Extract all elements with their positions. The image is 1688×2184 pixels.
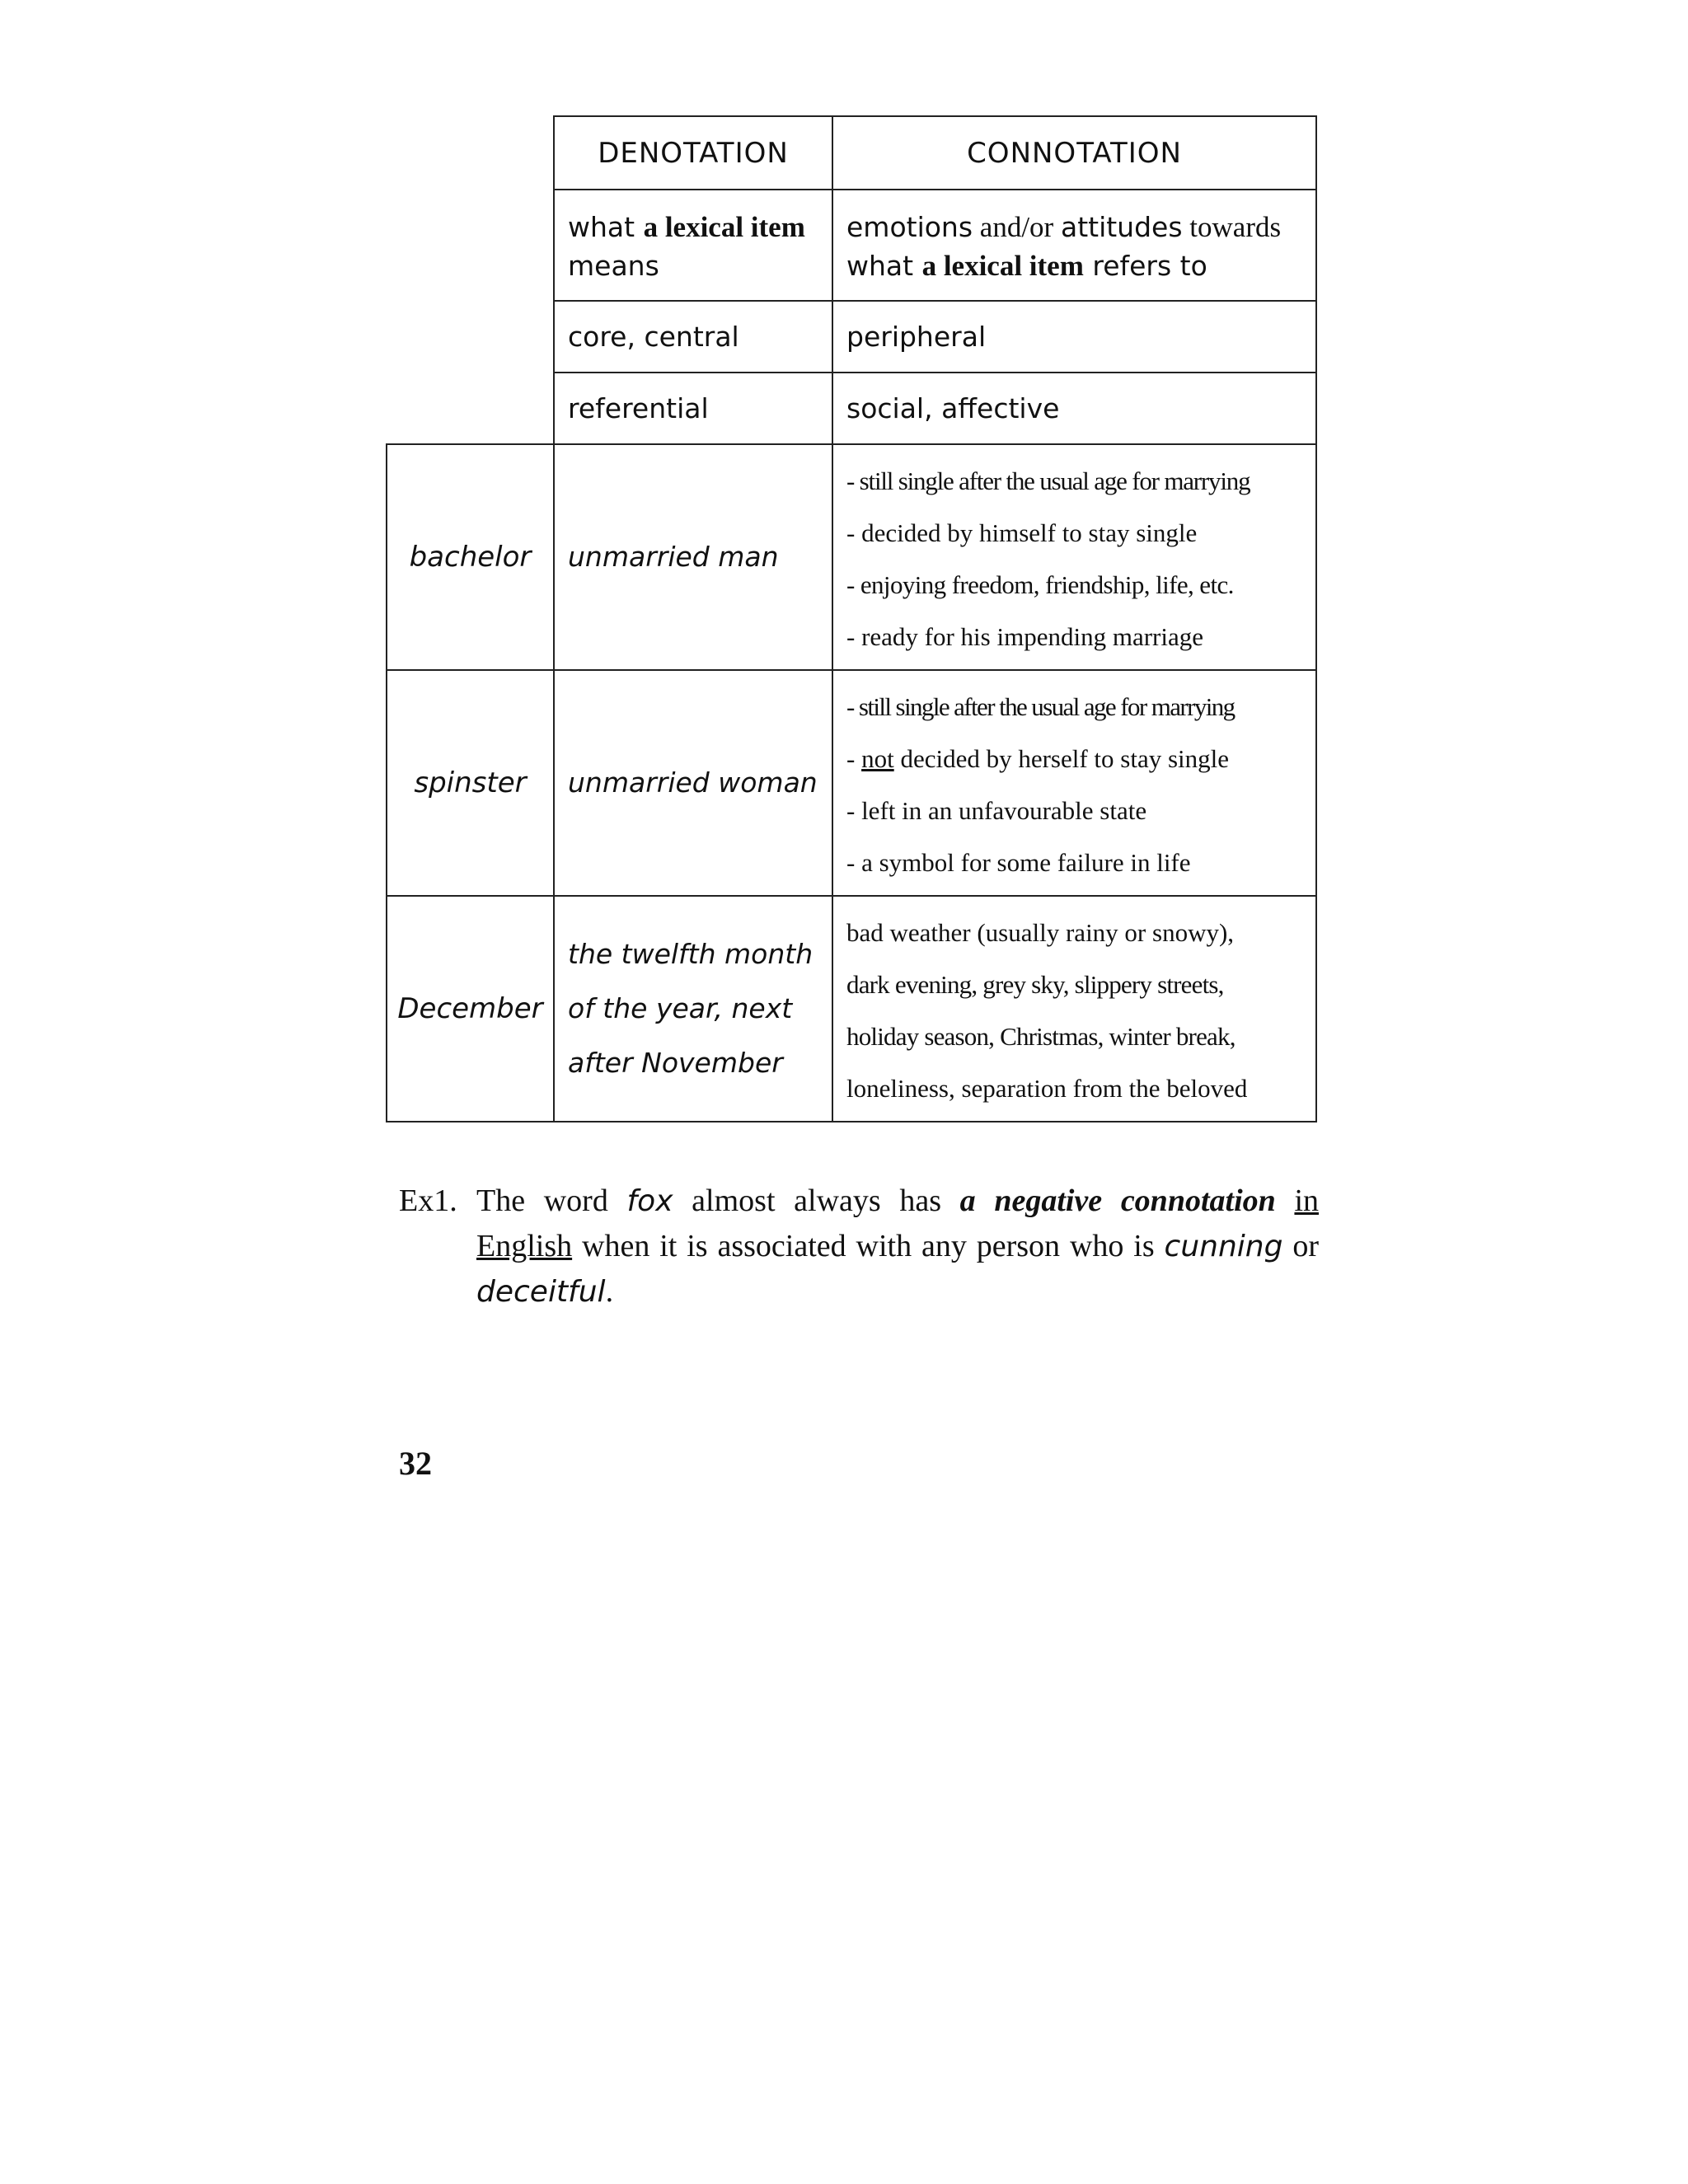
connotation-line: - ready for his impending marriage [846, 622, 1203, 651]
connotation-line: - still single after the usual age for marrying [846, 692, 1235, 721]
word-bachelor: bachelor [409, 541, 532, 574]
example-negative-connotation: a negative connotation [959, 1183, 1276, 1218]
def-attitudes: attitudes [1060, 211, 1183, 243]
connotation-line: holiday season, Christmas, winter break, [846, 1022, 1236, 1051]
example-word-cunning: cunning [1164, 1230, 1283, 1263]
connotation-bachelor-cell [832, 443, 1317, 671]
word-december: December [397, 992, 543, 1025]
connotation-december-list [846, 907, 1307, 1114]
denotation-spinster-cell [553, 669, 833, 897]
connotation-spinster-cell [832, 669, 1317, 897]
def-andor: and/or [973, 211, 1061, 243]
word-spinster: spinster [414, 766, 527, 799]
word-spinster-cell [386, 669, 555, 897]
denotation-ref-cell [553, 372, 833, 445]
example-text [476, 1179, 1319, 1315]
connotation-line: - left in an unfavourable state [846, 796, 1147, 825]
example-word-fox: fox [626, 1184, 673, 1218]
connotation-line: loneliness, separation from the beloved [846, 1074, 1248, 1103]
example-text-part: . [605, 1274, 614, 1309]
def-emotions: emotions [846, 211, 973, 243]
connotation-bachelor-list [846, 455, 1307, 663]
denotation-definition [568, 209, 822, 286]
denotation-line: the twelfth month [568, 938, 814, 970]
def-lexical-item-2: a lexical item [921, 250, 1084, 282]
denotation-core: core, central [568, 321, 739, 353]
example-in-english: in English [476, 1183, 1319, 1263]
denotation-header [553, 115, 833, 190]
def-what: what [846, 250, 922, 282]
example-text-part: The word [476, 1183, 627, 1218]
word-december-cell [386, 895, 555, 1122]
example-label: Ex1. [399, 1183, 457, 1218]
denotation-bachelor [568, 445, 825, 669]
connotation-line: - still single after the usual age for marrying [846, 466, 1250, 495]
def-text: what [568, 211, 644, 243]
denotation-bachelor-cell [553, 443, 833, 671]
denotation-header-label: DENOTATION [598, 136, 789, 170]
denotation-ref: referential [568, 392, 709, 424]
def-refers-to: refers to [1083, 250, 1207, 282]
connotation-spinster-list [846, 681, 1307, 888]
def-means: means [568, 250, 659, 282]
connotation-line: - a symbol for some failure in life [846, 848, 1191, 877]
denotation-line: of the year, next [568, 992, 793, 1024]
denotation-line: unmarried man [568, 541, 779, 573]
word-bachelor-cell [386, 443, 555, 671]
connotation-line: - enjoying freedom, friendship, life, etc. [846, 570, 1234, 599]
connotation-core: peripheral [846, 321, 987, 353]
connotation-not: not [861, 744, 894, 773]
connotation-line: - decided by himself to stay single [846, 518, 1198, 547]
denotation-december-cell [553, 895, 833, 1122]
denotation-definition-cell [553, 189, 833, 302]
def-towards: towards [1182, 211, 1282, 243]
connotation-definition [846, 209, 1306, 286]
example-text-part: when it is associated with any person who is [572, 1229, 1165, 1263]
connotation-header [832, 115, 1317, 190]
page-number: 32 [399, 1445, 432, 1482]
example-text-part: almost always has [673, 1183, 960, 1218]
denotation-line: unmarried woman [568, 766, 818, 799]
example-text-part [1276, 1183, 1295, 1218]
connotation-line: dark evening, grey sky, slippery streets, [846, 970, 1224, 999]
connotation-december-cell [832, 895, 1317, 1122]
denotation-december [568, 897, 825, 1121]
denotation-core-cell [553, 300, 833, 373]
connotation-ref-cell [832, 372, 1317, 445]
connotation-header-label: CONNOTATION [967, 136, 1182, 170]
denotation-line: after November [568, 1047, 783, 1079]
denotation-spinster [568, 671, 825, 895]
connotation-dash: - [846, 744, 862, 773]
example-text-part: or [1282, 1229, 1320, 1263]
example-word-deceitful: deceitful [476, 1275, 606, 1309]
connotation-line-not [846, 733, 1307, 785]
def-lexical-item: a lexical item [643, 211, 805, 243]
connotation-definition-cell [832, 189, 1317, 302]
connotation-line: bad weather (usually rainy or snowy), [846, 918, 1235, 947]
connotation-rest: decided by herself to stay single [893, 744, 1230, 773]
connotation-core-cell [832, 300, 1317, 373]
connotation-ref: social, affective [846, 392, 1060, 424]
